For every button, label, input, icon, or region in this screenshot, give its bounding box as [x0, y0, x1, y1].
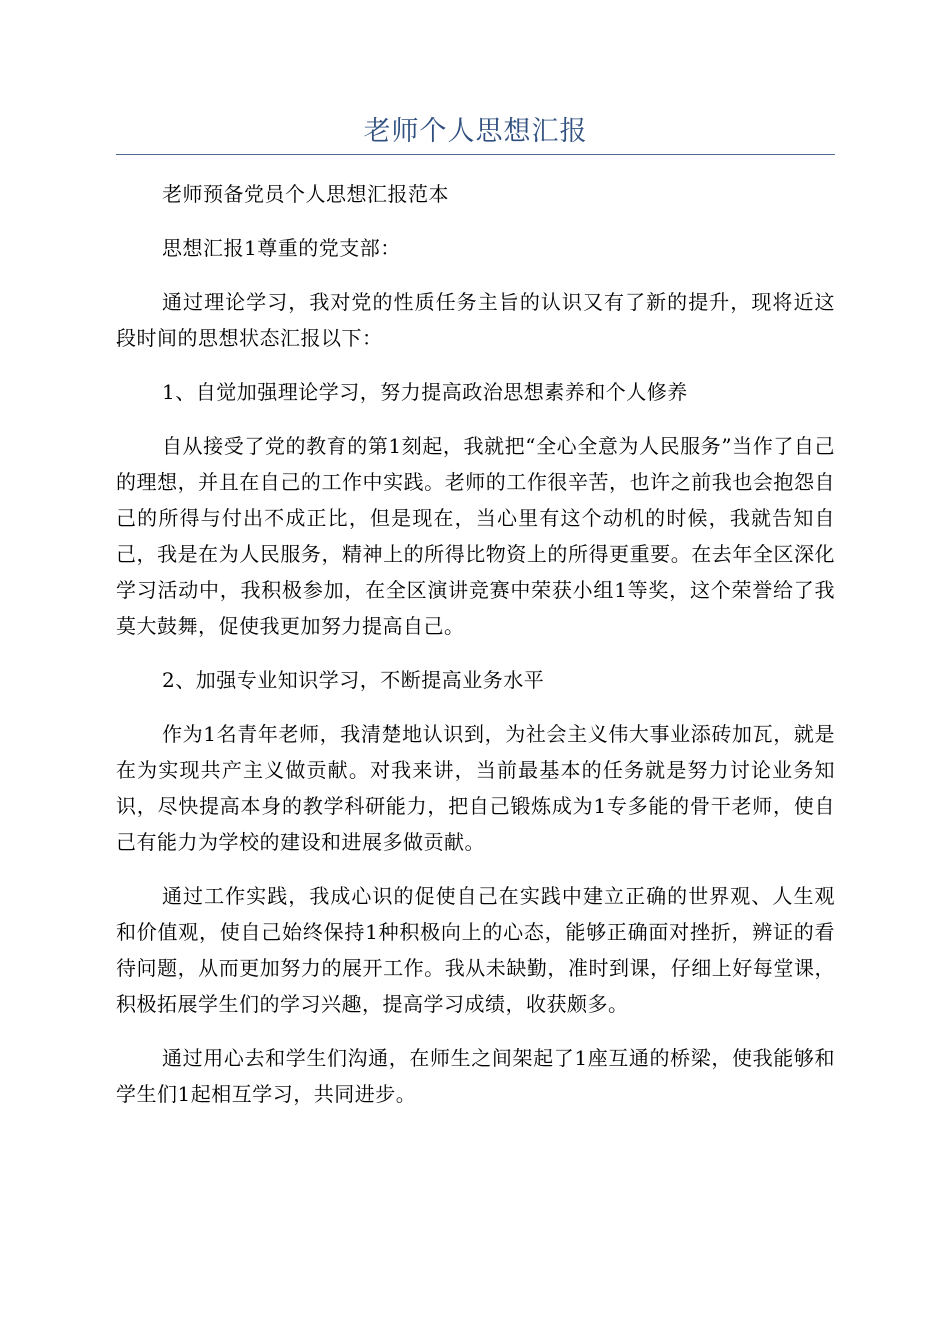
document-title: 老师个人思想汇报	[363, 116, 588, 147]
document-body	[116, 176, 835, 1130]
title-underline	[116, 154, 835, 155]
paragraph-salutation: 思想汇报1尊重的党支部：	[162, 236, 401, 260]
paragraph-section-2b: 通过工作实践，我成心识的促使自己在实践中建立正确的世界观、人生观和价值观，使自己始终保持1种积极向上的心态，能够正确面对挫折，辨证的看待问题，从而更加努力的展开工作。我从未缺勤，准时到课，仔细上好每堂课，积极拓展学生们的学习兴趣，提高学习成绩，收获颇多。	[116, 884, 835, 1016]
paragraph-section-1: 自从接受了党的教育的第1刻起，我就把“全心全意为人民服务”当作了自己的理想，并且在自己的工作中实践。老师的工作很辛苦，也许之前我也会抱怨自己的所得与付出不成正比，但是现在，当心里有这个动机的时候，我就告知自己，我是在为人民服务，精神上的所得比物资上的所得更重要。在去年全区深化学习活动中，我积极参加，在全区演讲竞赛中荣获小组1等奖，这个荣誉给了我莫大鼓舞，促使我更加努力提高自己。	[116, 434, 835, 638]
section-heading-2: 2、加强专业知识学习，不断提高业务水平	[162, 668, 545, 692]
paragraph-subtitle: 老师预备党员个人思想汇报范本	[162, 182, 449, 206]
paragraph-intro: 通过理论学习，我对党的性质任务主旨的认识又有了新的提升，现将近这段时间的思想状态汇报以下：	[116, 290, 835, 350]
section-heading-1: 1、自觉加强理论学习，努力提高政治思想素养和个人修养	[162, 380, 688, 404]
paragraph-section-2a: 作为1名青年老师，我清楚地认识到，为社会主义伟大事业添砖加瓦，就是在为实现共产主义做贡献。对我来讲，当前最基本的任务就是努力讨论业务知识，尽快提高本身的教学科研能力，把自己锻炼成为1专多能的骨干老师，使自己有能力为学校的建设和进展多做贡献。	[116, 722, 835, 854]
paragraph-section-2c: 通过用心去和学生们沟通，在师生之间架起了1座互通的桥梁，使我能够和学生们1起相互学习，共同进步。	[116, 1046, 835, 1106]
